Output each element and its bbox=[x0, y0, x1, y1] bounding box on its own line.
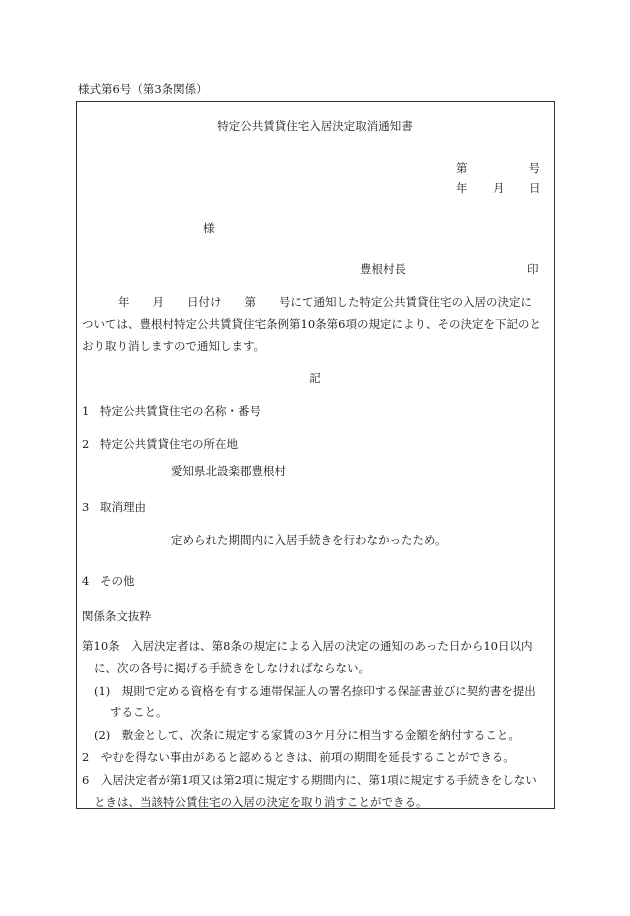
item-label: その他 bbox=[100, 574, 135, 588]
date-year: 年 bbox=[456, 181, 468, 195]
item-number: 2 bbox=[82, 437, 90, 451]
document-number-prefix: 第 bbox=[456, 161, 468, 175]
reference-line: 2 やむを得ない事由があると認めるときは、前項の期間を延長することができる。 bbox=[82, 750, 515, 764]
body-line-2: ついては、豊根村特定公共賃貸住宅条例第10条第6項の規定により、その決定を下記のと bbox=[82, 317, 541, 331]
reference-line: 第10条 入居決定者は、第8条の規定による入居の決定の通知のあった日から10日以内 bbox=[82, 639, 533, 653]
reference-heading: 関係条文抜粋 bbox=[82, 609, 151, 623]
date-day: 日 bbox=[529, 181, 541, 195]
item-2 bbox=[82, 439, 238, 451]
item-3-value: 定められた期間内に入居手続きを行わなかったため。 bbox=[171, 533, 447, 547]
body-line-3: おり取り消しますので通知します。 bbox=[82, 339, 266, 353]
reference-line: (1) 規則で定める資格を有する連帯保証人の署名捺印する保証書並びに契約書を提出 bbox=[94, 684, 536, 698]
reference-line: (2) 敷金として、次条に規定する家賃の3ケ月分に相当する金額を納付すること。 bbox=[94, 728, 520, 742]
item-number: 3 bbox=[82, 500, 90, 514]
sender-title: 豊根村長 bbox=[360, 262, 406, 276]
item-number: 4 bbox=[82, 574, 90, 588]
document-number bbox=[456, 163, 540, 175]
reference-line: に、次の各号に掲げる手続きをしなければならない。 bbox=[94, 661, 370, 675]
addressee-suffix: 様 bbox=[203, 221, 215, 235]
item-1 bbox=[82, 406, 261, 418]
form-number: 様式第6号（第3条関係） bbox=[78, 82, 208, 96]
item-3 bbox=[82, 502, 146, 514]
seal-mark: 印 bbox=[527, 262, 539, 276]
item-2-value: 愛知県北設楽郡豊根村 bbox=[171, 464, 286, 478]
document-frame bbox=[76, 101, 555, 809]
reference-line: 6 入居決定者が第1項又は第2項に規定する期間内に、第1項に規定する手続きをしない bbox=[82, 773, 537, 787]
item-label: 取消理由 bbox=[100, 500, 146, 514]
document-number-suffix: 号 bbox=[528, 161, 540, 175]
ki-heading: 記 bbox=[309, 371, 321, 385]
date-month: 月 bbox=[493, 181, 505, 195]
document-title: 特定公共賃貸住宅入居決定取消通知書 bbox=[217, 119, 413, 133]
reference-line: ときは、当該特公賃住宅の入居の決定を取り消すことができる。 bbox=[94, 795, 428, 809]
issue-date bbox=[456, 183, 468, 195]
item-label: 特定公共賃貸住宅の所在地 bbox=[100, 437, 238, 451]
reference-line: すること。 bbox=[110, 705, 168, 719]
item-label: 特定公共賃貸住宅の名称・番号 bbox=[100, 404, 261, 418]
item-4 bbox=[82, 576, 135, 588]
item-number: 1 bbox=[82, 404, 90, 418]
body-line-1: 年 月 日付け 第 号にて通知した特定公共賃貸住宅の入居の決定に bbox=[118, 295, 532, 309]
